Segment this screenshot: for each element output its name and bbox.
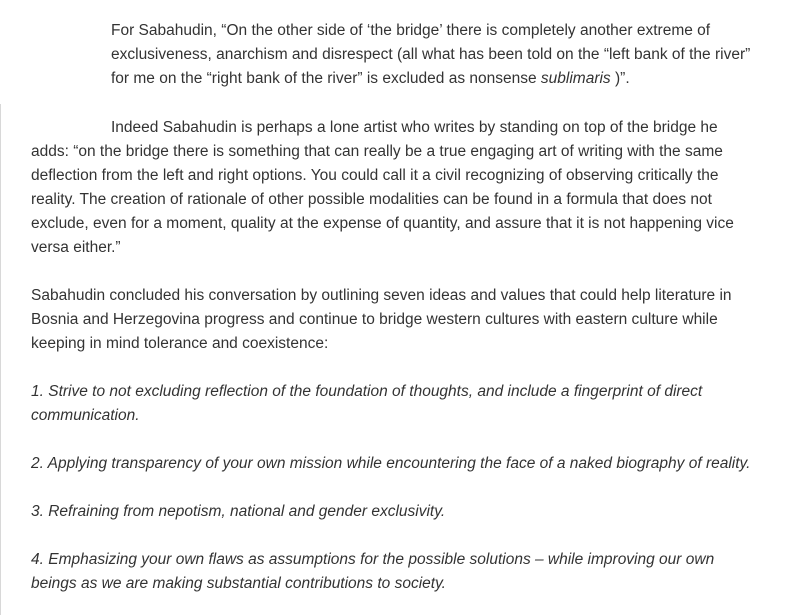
quote-text: For Sabahudin, “On the other side of ‘the bridge’ there is completely another extreme of exclusiveness, anarchism and disrespect (all what has been told on the “left bank of the river” for me on the “right bank of the river” is excluded as nonsense [111,22,751,87]
quote-italic-term: sublimaris [540,70,611,87]
idea-item-2: 2. Applying transparency of your own mission while encountering the face of a naked biography of reality. [31,455,751,472]
sabahudin-quote [111,19,751,91]
bridge-paragraph-text: Indeed Sabahudin is perhaps a lone artist who writes by standing on top of the bridge he adds: “on the bridge there is something that can really be a true engaging art of writing with the same deflection from the left and right options. You could call it a civil recognizing of observing critically the reality. The creation of rationale of other possible modalities can be found in a formula that does not exclude, even for a moment, quality at the expense of quantity, and assure that it is not happening vice versa either.” [31,119,734,256]
left-border-rule [0,104,1,615]
idea-item-4: 4. Emphasizing your own flaws as assumptions for the possible solutions – while improving our own beings as we are making substantial contributions to society. [31,551,715,592]
bridge-paragraph [31,116,751,260]
article-body [31,116,751,615]
quote-closing: )”. [610,70,630,87]
idea-item-1: 1. Strive to not excluding reflection of the foundation of thoughts, and include a fingerprint of direct communication. [31,383,703,424]
idea-item-3: 3. Refraining from nepotism, national and gender exclusivity. [31,503,446,520]
conclusion-paragraph: Sabahudin concluded his conversation by outlining seven ideas and values that could help literature in Bosnia and Herzegovina progress and continue to bridge western cultures with eastern culture while keeping in mind tolerance and coexistence: [31,287,732,352]
